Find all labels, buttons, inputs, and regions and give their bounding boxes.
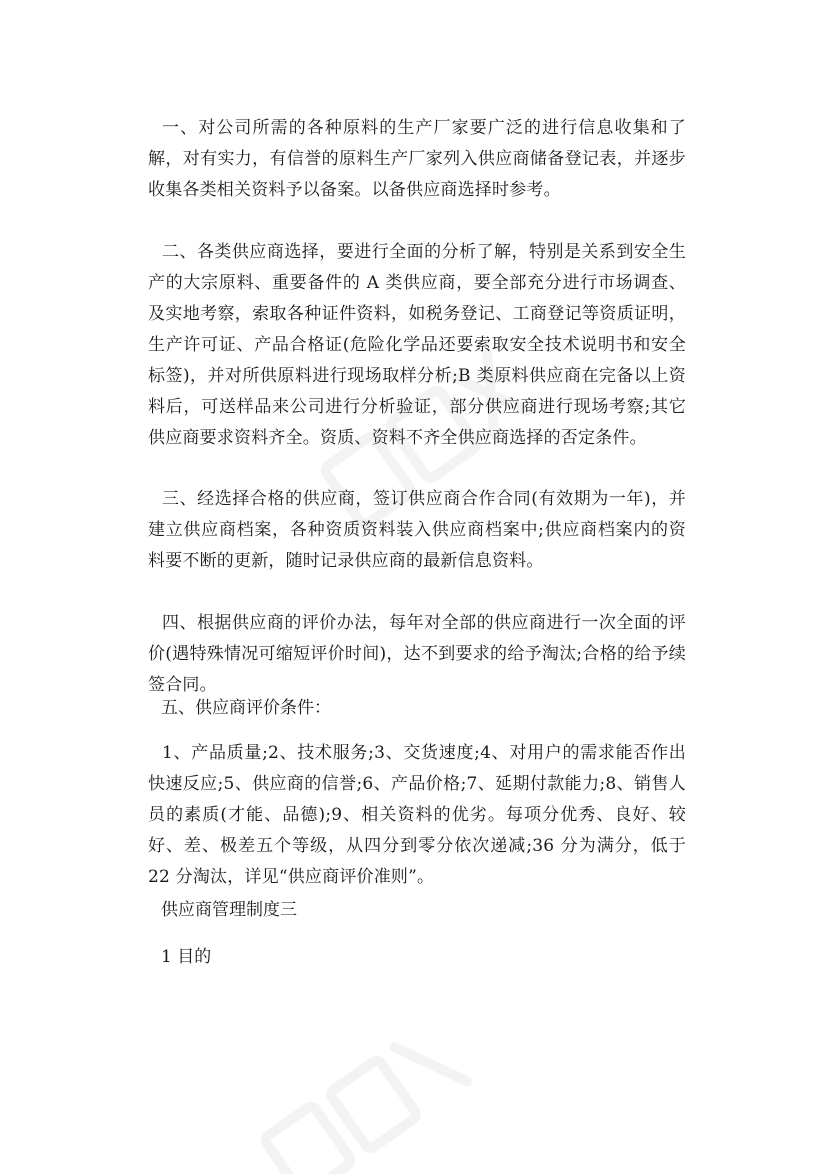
paragraph-3: 三、经选择合格的供应商，签订供应商合作合同(有效期为一年)，并建立供应商档案，各种资质资料装入供应商档案中;供应商档案内的资料要不断的更新，随时记录供应商的最新信息资料。	[148, 489, 686, 571]
subsection-title: 1 目的	[161, 947, 212, 967]
paragraph-2: 二、各类供应商选择，要进行全面的分析了解，特别是关系到安全生产的大宗原料、重要备件的 A 类供应商，要全部充分进行市场调查、及实地考察，索取各种证件资料，如税务登记、工商登记等资质证明，生产许可证、产品合格证(危险化学品还要索取安全技术说明书和安全标签)，并对所供原料进行现场取样分析;B 类原料供应商在完备以上资料后，可送样品来公司进行分析验证，部分供应商进行现场考察;其它供应商要求资料齐全。资质、资料不齐全供应商选择的否定条件。	[148, 242, 686, 448]
paragraph-6: 1、产品质量;2、技术服务;3、交货速度;4、对用户的需求能否作出快速反应;5、供应商的信誉;6、产品价格;7、延期付款能力;8、销售人员的素质(才能、品德);9、相关资料的优劣。每项分优秀、良好、较好、差、极差五个等级，从四分到零分依次递减;36 分为满分，低于 22 分淘汰，详见“供应商评价准则”。	[148, 743, 686, 887]
paragraph-1: 一、对公司所需的各种原料的生产厂家要广泛的进行信息收集和了解，对有实力，有信誉的原料生产厂家列入供应商储备登记表，并逐步收集各类相关资料予以备案。以备供应商选择时参考。	[148, 118, 686, 200]
paragraph-4: 四、根据供应商的评价办法，每年对全部的供应商进行一次全面的评价(遇特殊情况可缩短评价时间)，达不到要求的给予淘汰;合格的给予续签合同。	[148, 613, 686, 695]
section-title: 供应商管理制度三	[161, 900, 297, 920]
paragraph-5: 五、供应商评价条件：	[161, 698, 331, 718]
